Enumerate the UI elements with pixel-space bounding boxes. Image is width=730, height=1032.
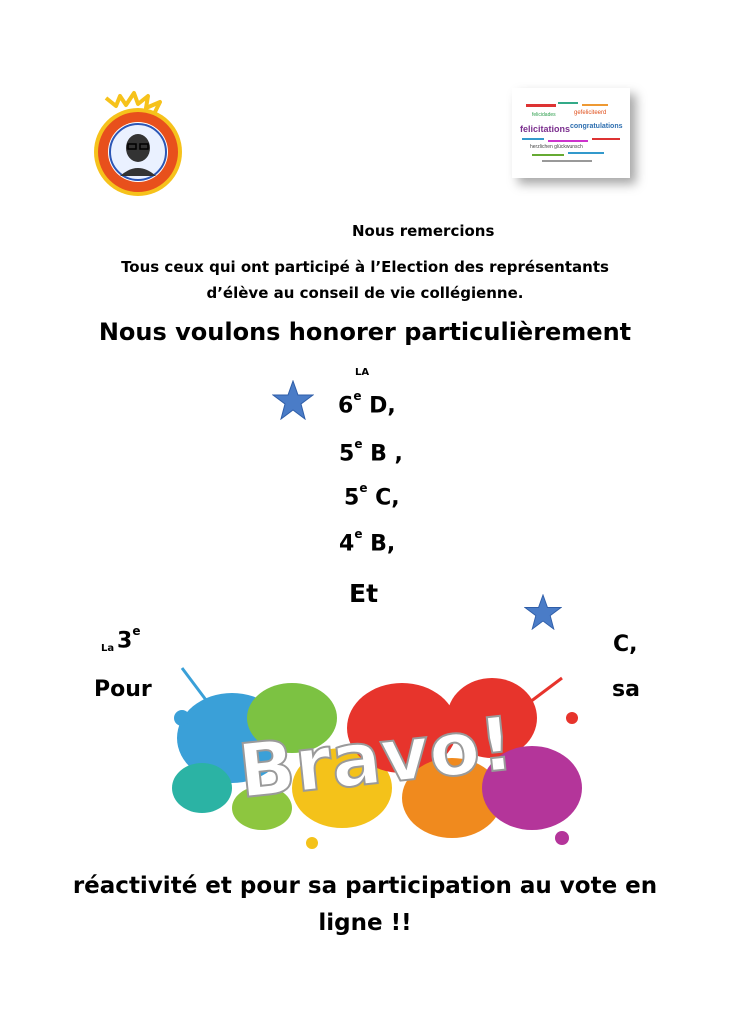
word-gefeliciteerd: gefeliciteerd: [574, 110, 607, 116]
final-class-number: [117, 624, 141, 654]
star-icon: [524, 594, 562, 630]
class-number: 6: [338, 393, 354, 419]
participants-line-1: Tous ceux qui ont participé à l’Election des représentants: [121, 258, 609, 276]
class-number: 5: [344, 485, 360, 511]
sa-label: sa: [612, 677, 640, 702]
class-number: 5: [339, 441, 355, 467]
final-class-article: La: [101, 643, 115, 654]
class-superscript: e: [359, 481, 368, 495]
class-superscript: e: [354, 527, 363, 541]
closing-line-2: ligne !!: [318, 910, 412, 936]
class-number: 4: [339, 531, 355, 557]
word-cloud-image: [512, 88, 630, 178]
class-5e-c: [344, 481, 400, 511]
et-label: Et: [349, 579, 379, 608]
honor-heading: Nous voulons honorer particulièrement: [98, 318, 632, 346]
class-4e-b: [339, 527, 396, 557]
participants-line-2: d’élève au conseil de vie collégienne.: [206, 284, 524, 302]
word-felicidades: felicidades: [532, 112, 556, 118]
class-number: 3: [117, 628, 133, 654]
word-herzlichen: herzlichen glückwunsch: [530, 144, 583, 150]
thanks-heading: Nous remercions: [352, 222, 495, 240]
class-letter: C,: [367, 485, 400, 511]
star-icon: [272, 380, 314, 420]
class-6e-d: [338, 389, 396, 419]
class-letter: B ,: [362, 441, 403, 467]
pour-label: Pour: [94, 677, 152, 702]
class-letter: B,: [362, 531, 396, 557]
bravo-text: Bravo!: [234, 700, 518, 816]
class-letter: D,: [361, 393, 396, 419]
class-5e-b: [339, 437, 403, 467]
word-congratulations: congratulations: [570, 123, 623, 130]
word-felicitations: felicitations: [520, 124, 571, 134]
article-la: LA: [355, 367, 370, 378]
class-superscript: e: [353, 389, 362, 403]
closing-line-1: réactivité et pour sa participation au vote en: [72, 873, 658, 899]
class-superscript: e: [354, 437, 363, 451]
congratulations-word-cloud: [512, 88, 630, 178]
class-superscript: e: [132, 624, 141, 638]
school-logo: [88, 88, 188, 204]
bravo-splash-image: [162, 658, 592, 858]
final-class-letter: C,: [613, 632, 638, 657]
